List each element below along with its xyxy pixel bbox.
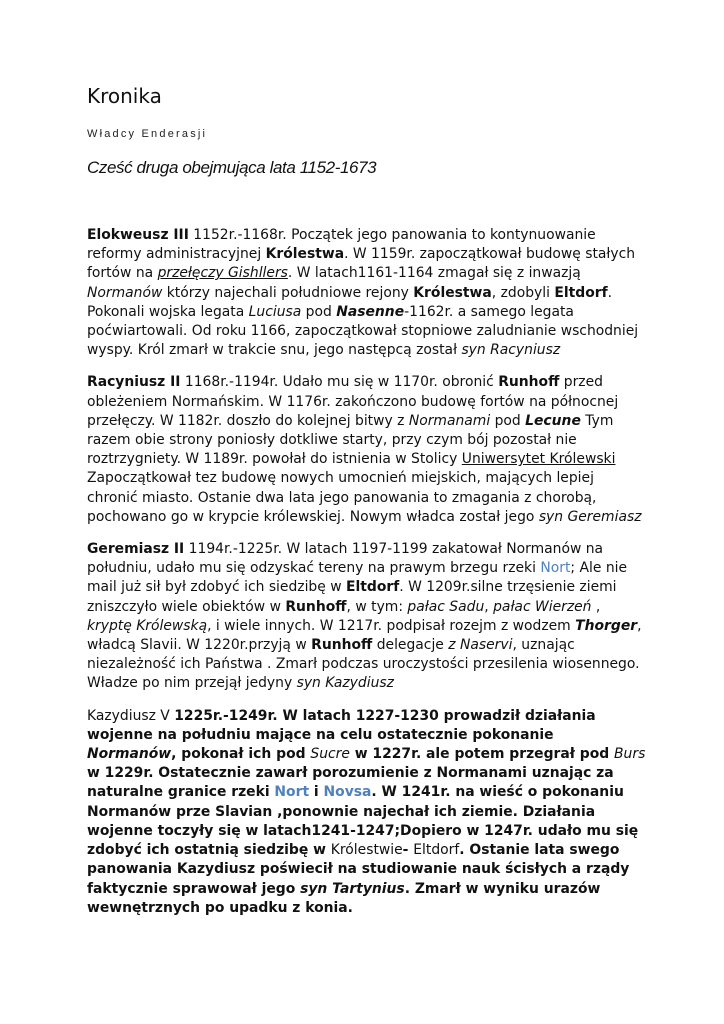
text: , władcą Slavii. W 1220r.przyją w — [87, 617, 642, 654]
bold-italic-text: Thorger — [575, 617, 638, 634]
text: , — [484, 598, 494, 615]
italic-text: kryptę Królewską — [87, 617, 208, 634]
bold-text: , pokonał ich pod — [171, 746, 311, 763]
ruler-name: Geremiasz II — [87, 541, 185, 558]
text: ; Ale nie mail już sił był zdobyć ich siedzibę w — [87, 560, 628, 596]
bold-text: 1225r.-1249r. W latach 1227-1230 prowadził działania wojenne na południu mające na celu ostatecznie pokonanie — [87, 707, 596, 743]
text: 1152r.-1168r. Początek jego panowania to kontynuowanie reformy administracyjnej — [87, 227, 596, 263]
text: pod — [301, 303, 337, 320]
bold-text: Runhoff — [285, 598, 347, 615]
bold-text: w 1229r. Ostatecznie zawarł porozumienie z Normanami uznając za naturalne granice rzeki — [87, 765, 614, 801]
text: Zapoczątkował tez budowę nowych umocnień miejskich, mających lepiej chronić miasto. Ostanie dwa lata jego panowania to zmagania z chorobą, pochowano go w krypcie królewskiej. Nowym władca został jego — [87, 470, 597, 525]
chronicle-body — [87, 226, 647, 931]
text: Królestwie — [330, 842, 403, 859]
text: , w tym: — [346, 598, 408, 615]
paragraph-geremiasz — [87, 540, 647, 694]
text: -1162r. a samego legata poćwiartowali. Od roku 1166, zapoczątkował stopniowe zaludnianie wschodniej wyspy. Król zmarł w trakcie snu, jego następcą został — [87, 303, 639, 359]
bold-italic-text: Nasenne — [336, 303, 405, 320]
bold-text: Królestwa — [413, 284, 492, 301]
italic-text: z Naservi — [448, 637, 513, 654]
ruler-name: Racyniusz II — [87, 374, 181, 391]
successor-text: syn Geremiasz — [538, 508, 642, 525]
bold-text: Eltdorf — [345, 579, 400, 596]
bold-italic-text: Normanów — [87, 746, 172, 763]
text: . W 1209r.silne trzęsienie ziemi zniszczyło wiele obiektów w — [87, 579, 617, 615]
bold-text: Runhoff — [311, 637, 373, 654]
ruler-name: Kazydiusz V — [87, 707, 175, 724]
text: pod — [490, 412, 526, 429]
bold-text: - — [402, 842, 414, 859]
successor-text: syn Tartynius — [300, 880, 405, 897]
paragraph-racyniusz — [87, 373, 647, 527]
text: . W 1159r. zapoczątkował budowę stałych fortów na — [87, 246, 636, 282]
successor-text: syn Kazydiusz — [296, 675, 394, 692]
bold-text: w 1227r. ale potem przegrał pod — [349, 746, 615, 763]
italic-text: pałac Sadu — [407, 598, 485, 615]
paragraph-kazydiusz — [87, 707, 647, 918]
text: , uznając niezależność ich Państwa . Zmarł podczas uroczystości przesilenia wiosennego. Władze po nim przejął jedyny — [87, 637, 640, 692]
italic-text: Burs — [614, 746, 646, 763]
italic-text: Normanów — [87, 284, 163, 301]
text: . Pokonali wojska legata — [87, 284, 613, 320]
page-subtitle: Władcy Enderasji — [87, 128, 208, 140]
text: przed obleżeniem Normańskim. W 1176r. zakończono budowę fortów na północnej przełęczy. W 1182r. doszło do kolejnej bitwy z — [87, 374, 619, 429]
part-heading: Cześć druga obejmująca lata 1152-1673 — [87, 158, 377, 177]
link-przeleczy-gishllers[interactable]: przełęczy Gishllers — [157, 265, 288, 282]
text: . W latach1161-1164 zmagał się z inwazją — [287, 265, 581, 282]
link-nort[interactable]: Nort — [540, 560, 571, 577]
bold-italic-text: Lecune — [525, 412, 581, 429]
text: Tym razem obie strony poniosły dotkliwe starty, przy czym bój pozostał nie roztrzygniety. W 1189r. powołał do istnienia w Stolicy — [87, 412, 614, 468]
bold-text: Królestwa — [265, 246, 345, 263]
text: , i wiele innych. W 1217r. podpisał rozejm z wodzem — [207, 617, 576, 634]
link-novsa[interactable]: Novsa — [323, 784, 372, 801]
italic-text: Sucre — [310, 746, 350, 763]
bold-text: Eltdorf — [554, 284, 608, 301]
text: Eltdorf — [413, 842, 460, 859]
paragraph-elokweusz — [87, 226, 647, 360]
bold-text: Runhoff — [498, 374, 560, 391]
link-nort[interactable]: Nort — [274, 784, 310, 801]
bold-text: . Zmarł w wyniku urazów wewnętrznych po upadku z konia. — [87, 880, 601, 916]
ruler-name: Elokweusz III — [87, 227, 189, 243]
text: , — [591, 598, 601, 615]
text: , zdobyli — [491, 284, 555, 301]
italic-text: Normanami — [408, 412, 491, 429]
text: 1168r.-1194r. Udało mu się w 1170r. obronić — [180, 374, 499, 391]
bold-text: i — [309, 784, 324, 801]
bold-text: . W 1241r. na wieść o pokonaniu Normanów prze Slavian ,ponownie najechał ich ziemie. Działania wojenne toczyły się w latach1241-1247;Dopiero w 1247r. udało mu się zdobyć ich ostatnią siedzibę w — [87, 784, 639, 859]
bold-text: . Ostanie lata swego panowania Kazydiusz poświecił na studiowanie nauk ścisłych a rządy faktycznie sprawował jego — [87, 842, 630, 897]
page-title: Kronika — [87, 84, 162, 108]
italic-text: pałac Wierzeń — [493, 598, 592, 615]
link-uniwersytet-krolewski[interactable]: Uniwersytet Królewski — [461, 451, 616, 468]
text: delegacje — [372, 637, 449, 654]
successor-text: syn Racyniusz — [461, 342, 561, 359]
italic-text: Luciusa — [248, 303, 302, 320]
text: którzy najechali południowe rejony — [162, 284, 414, 301]
text: 1194r.-1225r. W latach 1197-1199 zakatował Normanów na południu, udało mu się odzyskać tereny na prawym brzegu rzeki — [87, 541, 604, 577]
